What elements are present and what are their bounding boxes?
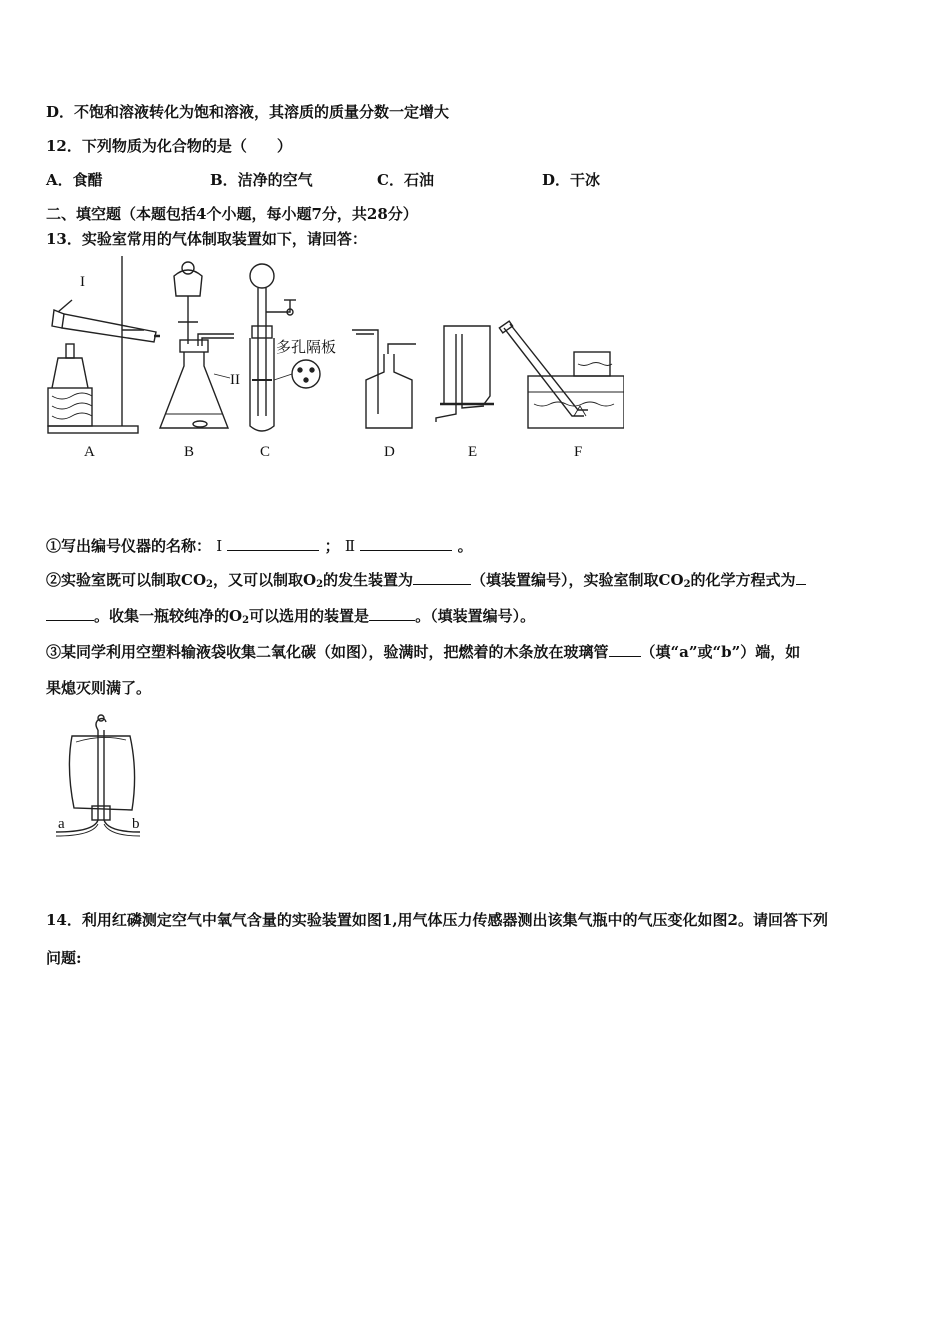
answer-blank-6[interactable] (609, 642, 641, 657)
apparatus-b (160, 262, 234, 428)
q13-part2-text-h: 。（填装置编号）。 (415, 607, 536, 625)
tube-end-a-label: a (58, 816, 65, 832)
label-c: C (260, 444, 271, 460)
label-a: A (84, 444, 95, 460)
q13-part1-end: 。 (457, 537, 473, 555)
q13-part1-mark1: Ⅰ (216, 537, 223, 555)
apparatus-f (499, 321, 624, 428)
apparatus-figure (44, 246, 624, 466)
label-e: E (468, 444, 478, 460)
marker-2: II (230, 372, 240, 388)
q13-part3-line1 (46, 642, 800, 662)
apparatus-e (436, 326, 494, 422)
subscript: 2 (206, 579, 213, 590)
q13-part2-text-e: 的化学方程式为 (690, 571, 796, 589)
subscript: 2 (316, 579, 324, 590)
q13-part1 (46, 536, 473, 556)
answer-blank-3[interactable] (413, 570, 471, 585)
q12-option-c: C．石油 (377, 171, 434, 189)
q13-part2-text-a: ②实验室既可以制取CO (46, 571, 207, 589)
q11-option-d: D．不饱和溶液转化为饱和溶液，其溶质的质量分数一定增大 (46, 103, 450, 121)
q13-part2-line1 (46, 570, 806, 590)
q13-part2-text-b: ，又可以制取O (212, 571, 317, 589)
subscript: 2 (683, 579, 691, 590)
marker-1: I (80, 274, 85, 290)
apparatus-a (48, 256, 160, 433)
answer-blank-4b[interactable] (46, 606, 94, 621)
q12-option-d: D．干冰 (542, 171, 601, 189)
q12-option-b: B．洁净的空气 (210, 171, 313, 189)
q14-line1: 14．利用红磷测定空气中氧气含量的实验装置如图1,用气体压力传感器测出该集气瓶中的气压变化如图2。请回答下列 (46, 911, 828, 929)
q14-line2: 问题: (46, 949, 82, 967)
section-heading: 二、填空题（本题包括4个小题，每小题7分，共28分） (46, 205, 418, 223)
answer-blank-2[interactable] (360, 536, 452, 551)
label-d: D (384, 444, 395, 460)
q12-option-a: A．食醋 (46, 171, 103, 189)
q13-part1-prefix: ①写出编号仪器的名称： (46, 537, 212, 555)
tube-end-b-label: b (132, 816, 140, 832)
answer-blank-1[interactable] (227, 536, 319, 551)
q12-stem: 12．下列物质为化合物的是（ ） (46, 137, 292, 155)
porous-plate-label: 多孔隔板 (276, 338, 337, 356)
infusion-bag-figure (52, 708, 152, 840)
q13-part3-text-b: （填“a”或“b”）端，如 (640, 643, 801, 661)
answer-blank-5[interactable] (369, 606, 415, 621)
q13-part2-text-g: 可以选用的装置是 (249, 607, 370, 625)
q13-part1-mark2: Ⅱ (344, 537, 356, 555)
q13-part3-text-a: ③某同学利用空塑料输液袋收集二氧化碳（如图），验满时，把燃着的木条放在玻璃管 (46, 643, 609, 661)
apparatus-d (352, 330, 416, 428)
q13-part2-text-f: 。收集一瓶较纯净的O (94, 607, 243, 625)
label-f: F (574, 444, 583, 460)
q12-options (46, 170, 646, 190)
q13-part2-text-d: （填装置编号），实验室制取CO (471, 571, 684, 589)
q13-part2-line2 (46, 606, 535, 626)
answer-blank-4a[interactable] (796, 570, 806, 585)
bag-outline (69, 736, 134, 810)
label-b: B (184, 444, 195, 460)
subscript: 2 (242, 615, 250, 626)
q13-part3-line2: 果熄灭则满了。 (46, 679, 152, 697)
q13-part1-sep: ； (324, 537, 340, 555)
q13-stem: 13．实验室常用的气体制取装置如下，请回答： (46, 230, 367, 248)
q13-part2-text-c: 的发生装置为 (323, 571, 414, 589)
